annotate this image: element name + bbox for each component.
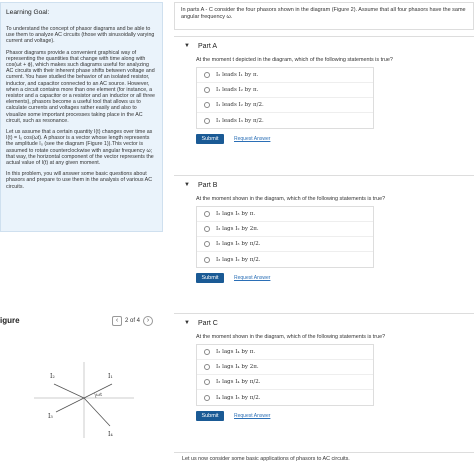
part-b-option-3[interactable]: [197, 237, 373, 252]
radio-button[interactable]: [204, 211, 210, 217]
part-a-header[interactable]: [174, 37, 474, 55]
submit-button[interactable]: Submit: [196, 411, 224, 421]
option-label: I₃ lags I₂ by π/2.: [216, 256, 261, 263]
request-answer-link[interactable]: Request Answer: [234, 413, 271, 419]
label-i3: I₃: [48, 413, 53, 420]
part-b-header[interactable]: [174, 176, 474, 194]
radio-button[interactable]: [204, 364, 210, 370]
option-label: I₂ lags I₃ by π/2.: [216, 241, 261, 247]
radio-button[interactable]: [204, 72, 210, 78]
part-a: [174, 36, 474, 168]
option-label: I₁ leads I₃ by π/2.: [216, 117, 264, 124]
radio-button[interactable]: [204, 118, 210, 124]
learning-goal-intro: To understand the concept of phasor diagrams and be able to use them to analyze AC circuits (those with sinusoidally varying current and voltage).: [6, 26, 155, 45]
part-b-question: At the moment shown in the diagram, which of the following statements is true?: [196, 196, 386, 202]
part-b-option-2[interactable]: [197, 222, 373, 237]
option-label: I₃ lags I₄ by π.: [216, 349, 256, 355]
part-b: [174, 175, 474, 307]
label-i1: I₁: [108, 373, 113, 380]
submit-button[interactable]: Submit: [196, 134, 224, 144]
collapse-triangle-icon[interactable]: ▼: [184, 320, 190, 326]
part-a-option-1[interactable]: [197, 68, 373, 83]
option-label: I₃ lags I₄ by π/2.: [216, 379, 261, 385]
part-b-option-4[interactable]: [197, 252, 373, 267]
parts-intro: In parts A - C consider the four phasors shown in the diagram (Figure 2). Assume that all four phasors have the same angular frequency ω.: [174, 2, 474, 30]
learning-goal-phasor-definition: Let us assume that a certain quantity I(t) changes over time as I(t) = I₀ cos(ωt). A phasor is a vector whose length represents the amplitude I₀ (see the diagram (Figure 1)).This vector is assumed to rotate counterclockwise with angular frequency ω; that way, the horizontal component of the vector represents the actual value of I(t) at any given moment.: [6, 129, 154, 167]
part-a-option-4[interactable]: [197, 113, 373, 128]
phasor-diagram: [24, 360, 144, 440]
option-label: I₂ leads I₁ by π.: [216, 72, 259, 78]
collapse-triangle-icon[interactable]: ▼: [184, 43, 190, 49]
option-label: I₁ leads I₂ by π/2.: [216, 102, 264, 108]
part-a-option-3[interactable]: [197, 98, 373, 113]
radio-button[interactable]: [204, 102, 210, 108]
figure-navigation: [112, 316, 153, 326]
phasor-i2: [54, 384, 84, 398]
option-label: I₂ lags I₃ by π.: [216, 211, 256, 217]
radio-button[interactable]: [204, 395, 210, 401]
learning-goal-phasor-text: Phasor diagrams provide a convenient graphical way of representing the quantities that change with time along with cos(ωt + ϕ), which makes such diagrams useful for analyzing AC circuits with their inherent phase shifts between voltage and current. You have studied the behavior of an isolated resistor, inductor, and capacitor connected to an AC source. However, when a circuit contains more than one element (for instance, a resistor and a capacitor or a resistor and an inductor or all three elements), phasors become a useful tool that allows us to calculate currents and voltages rather easily and also to visualize some important processes taking place in the AC circuit, such as resonance.: [6, 49, 155, 124]
part-b-actions: [196, 273, 474, 283]
part-c-actions: [196, 411, 474, 421]
part-c-title: Part C: [197, 319, 218, 327]
footer-text: Let us now consider some basic applications of phasors to AC circuits.: [174, 452, 474, 466]
left-column: [0, 0, 163, 469]
learning-goal-title: Learning Goal:: [6, 9, 50, 16]
part-a-options: [196, 67, 374, 129]
radio-button[interactable]: [204, 379, 210, 385]
chevron-right-icon[interactable]: ›: [143, 316, 153, 326]
radio-button[interactable]: [204, 226, 210, 232]
part-c-header[interactable]: [174, 314, 474, 332]
submit-button[interactable]: Submit: [196, 273, 224, 283]
part-b-option-1[interactable]: [197, 207, 373, 222]
part-c-option-4[interactable]: [197, 390, 373, 405]
request-answer-link[interactable]: Request Answer: [234, 136, 271, 142]
part-c-option-2[interactable]: [197, 360, 373, 375]
part-b-title: Part B: [197, 181, 218, 189]
option-label: I₃ lags I₂ by 2π.: [216, 226, 259, 232]
learning-goal-closing: In this problem, you will answer some basic questions about phasors and prepare to use them in the analysis of various AC circuits.: [6, 171, 153, 190]
option-label: I₄ lags I₃ by π/2.: [216, 394, 261, 401]
phasor-i3: [56, 398, 84, 412]
part-a-title: Part A: [197, 42, 218, 50]
learning-goal-box: [0, 2, 163, 232]
option-label: I₃ lags I₄ by 2π.: [216, 364, 259, 370]
part-c-question: At the moment shown in the diagram, which of the following statements is true?: [196, 334, 386, 340]
label-omega-t: ωt: [96, 392, 103, 398]
figure-counter: 2 of 4: [125, 318, 141, 324]
part-b-options: [196, 206, 374, 268]
part-c-option-3[interactable]: [197, 375, 373, 390]
part-a-actions: [196, 134, 474, 144]
label-i2: I₂: [50, 373, 55, 380]
part-c-option-1[interactable]: [197, 345, 373, 360]
part-a-question: At the moment t depicted in the diagram, which of the following statements is true?: [196, 57, 393, 63]
radio-button[interactable]: [204, 241, 210, 247]
collapse-triangle-icon[interactable]: ▼: [184, 182, 190, 188]
radio-button[interactable]: [204, 257, 210, 263]
part-c: [174, 313, 474, 445]
part-a-option-2[interactable]: [197, 83, 373, 98]
right-column: [174, 0, 474, 469]
chevron-left-icon[interactable]: ‹: [112, 316, 122, 326]
figure-label: igure: [0, 316, 20, 325]
phasor-i4: [84, 398, 110, 426]
request-answer-link[interactable]: Request Answer: [234, 275, 271, 281]
label-i4: I₄: [108, 431, 113, 438]
radio-button[interactable]: [204, 349, 210, 355]
part-c-options: [196, 344, 374, 406]
radio-button[interactable]: [204, 87, 210, 93]
option-label: I₁ leads I₂ by π.: [216, 87, 259, 93]
